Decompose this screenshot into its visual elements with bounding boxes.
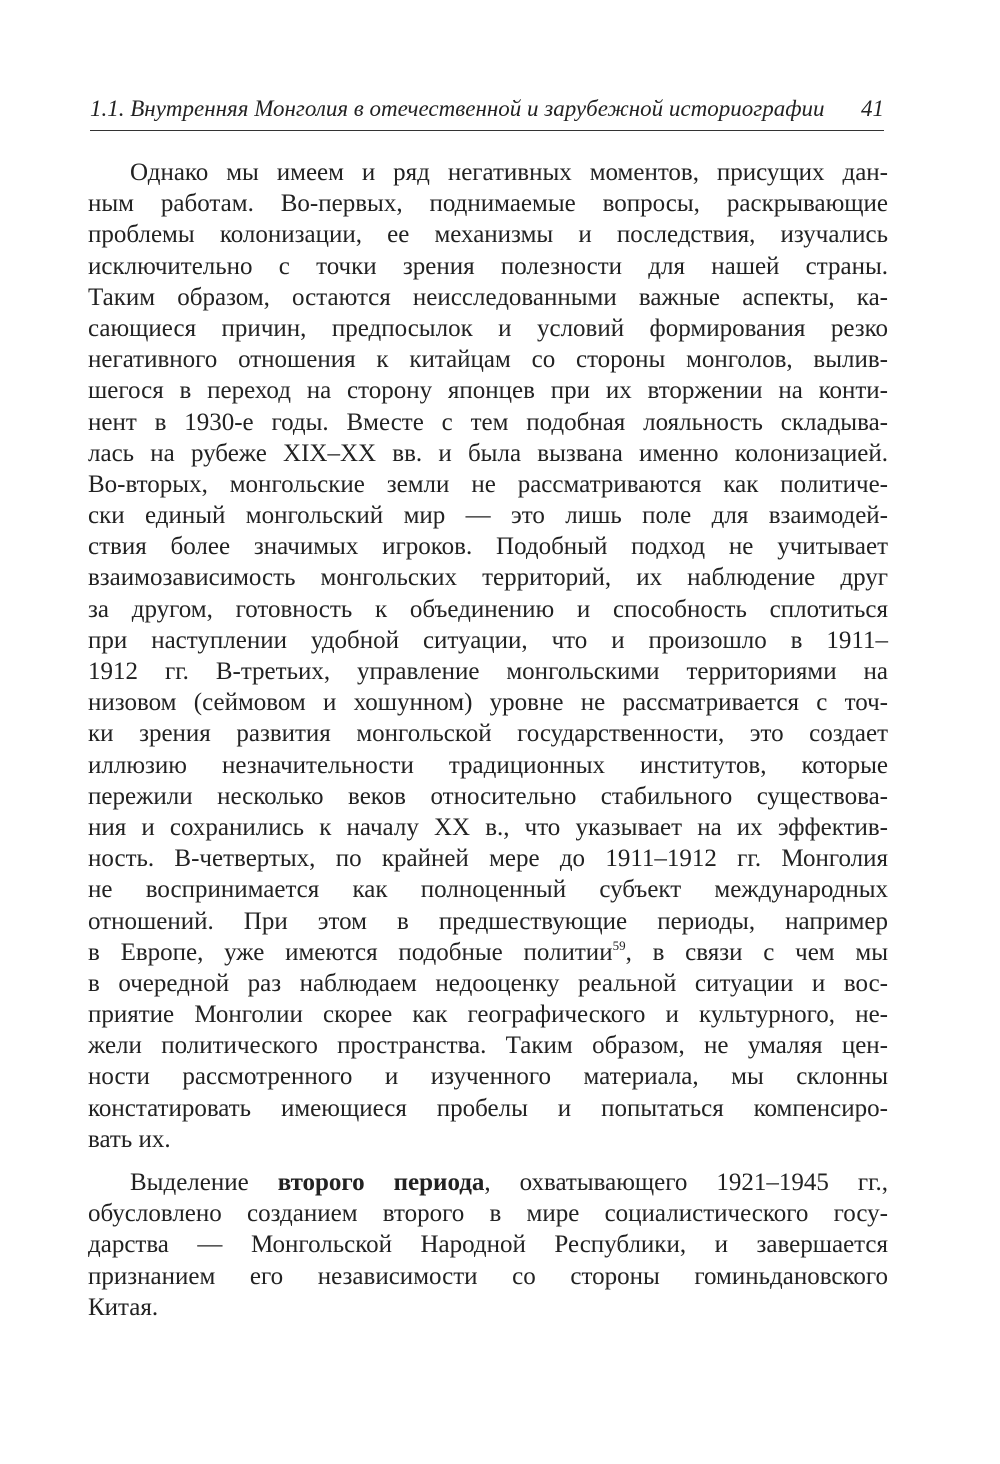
text-line: признанием его независимости со стороны гоминьдановского: [88, 1262, 888, 1290]
text-line: Таким образом, остаются неисследованными важные аспекты, ка-: [88, 283, 888, 311]
text-fragment: в Европе, уже имеются подобные политии: [88, 938, 613, 966]
text-fragment: , в связи с чем мы: [625, 938, 888, 966]
text-line: пережили несколько веков относительно стабильного существова-: [88, 782, 888, 810]
text-line: отношений. При этом в предшествующие периоды, например: [88, 907, 888, 935]
text-fragment: , охватывающего 1921–1945 гг.,: [484, 1169, 889, 1196]
text-line: не воспринимается как полноценный субъект международных: [88, 876, 888, 904]
footnote-reference[interactable]: 59: [612, 937, 626, 953]
text-line: при наступлении удобной ситуации, что и произошло в 1911–: [88, 626, 888, 654]
text-line: Во-вторых, монгольские земли не рассматриваются как политиче-: [88, 470, 888, 498]
paragraph-spacer: [88, 1155, 888, 1167]
text-line: исключительно с точки зрения полезности для нашей страны.: [88, 252, 888, 280]
text-line: ки зрения развития монгольской государственности, это создает: [88, 720, 888, 748]
page-number: 41: [861, 96, 884, 121]
text-line: за другом, готовность к объединению и способность сплотиться: [88, 595, 888, 623]
text-line: ным работам. Во-первых, поднимаемые вопросы, раскрывающие: [88, 190, 888, 218]
body-text: [88, 157, 888, 1323]
text-fragment: Выделение: [130, 1169, 278, 1196]
paragraph-1: [88, 157, 888, 1155]
text-line: вать их.: [88, 1125, 171, 1153]
text-line: лась на рубеже XIX–XX вв. и была вызвана именно колонизацией.: [88, 439, 888, 467]
text-line: ность. В-четвертых, по крайней мере до 1911–1912 гг. Монголия: [88, 845, 888, 873]
paragraph-2: [88, 1167, 888, 1323]
running-header: [90, 90, 884, 131]
text-line: сающиеся причин, предпосылок и условий формирования резко: [88, 314, 888, 342]
text-line: дарства — Монгольской Народной Республики, и завершается: [88, 1231, 888, 1259]
text-line: ности рассмотренного и изученного материала, мы склонны: [88, 1063, 888, 1091]
header-title: 1.1. Внутренняя Монголия в отечественной и зарубежной историографии: [90, 96, 825, 121]
bold-term: второго периода: [277, 1169, 485, 1196]
text-line: приятие Монголии скорее как географического и культурного, не-: [88, 1001, 888, 1029]
text-line: низовом (сеймовом и хошунном) уровне не рассматривается с точ-: [88, 689, 888, 717]
text-line: негативного отношения к китайцам со стороны монголов, вылив-: [88, 346, 888, 374]
text-line: ски единый монгольский мир — это лишь поле для взаимодей-: [88, 502, 888, 530]
text-line: констатировать имеющиеся пробелы и попытаться компенсиро-: [88, 1094, 888, 1122]
text-line: нент в 1930-е годы. Вместе с тем подобная лояльность складыва-: [88, 408, 888, 436]
text-line: иллюзию незначительности традиционных институтов, которые: [88, 751, 888, 779]
text-line: ния и сохранились к началу XX в., что указывает на их эффектив-: [88, 813, 888, 841]
text-line: жели политического пространства. Таким образом, не умаляя цен-: [88, 1032, 888, 1060]
text-line: обусловлено созданием второго в мире социалистического госу-: [88, 1200, 888, 1228]
text-line: Китая.: [88, 1293, 159, 1321]
text-line: шегося в переход на сторону японцев при их вторжении на конти-: [88, 377, 888, 405]
text-line-with-bold: [88, 1167, 888, 1198]
text-line: проблемы колонизации, ее механизмы и последствия, изучались: [88, 221, 888, 249]
text-line: в очередной раз наблюдаем недооценку реальной ситуации и вос-: [88, 969, 888, 997]
text-line: ствия более значимых игроков. Подобный подход не учитывает: [88, 533, 888, 561]
text-line: взаимозависимость монгольских территорий, их наблюдение друг: [88, 564, 888, 592]
text-line: 1912 гг. В-третьих, управление монгольскими территориями на: [88, 658, 888, 685]
text-line-with-footnote: [88, 937, 888, 968]
text-line: Однако мы имеем и ряд негативных моментов, присущих дан-: [130, 159, 888, 186]
